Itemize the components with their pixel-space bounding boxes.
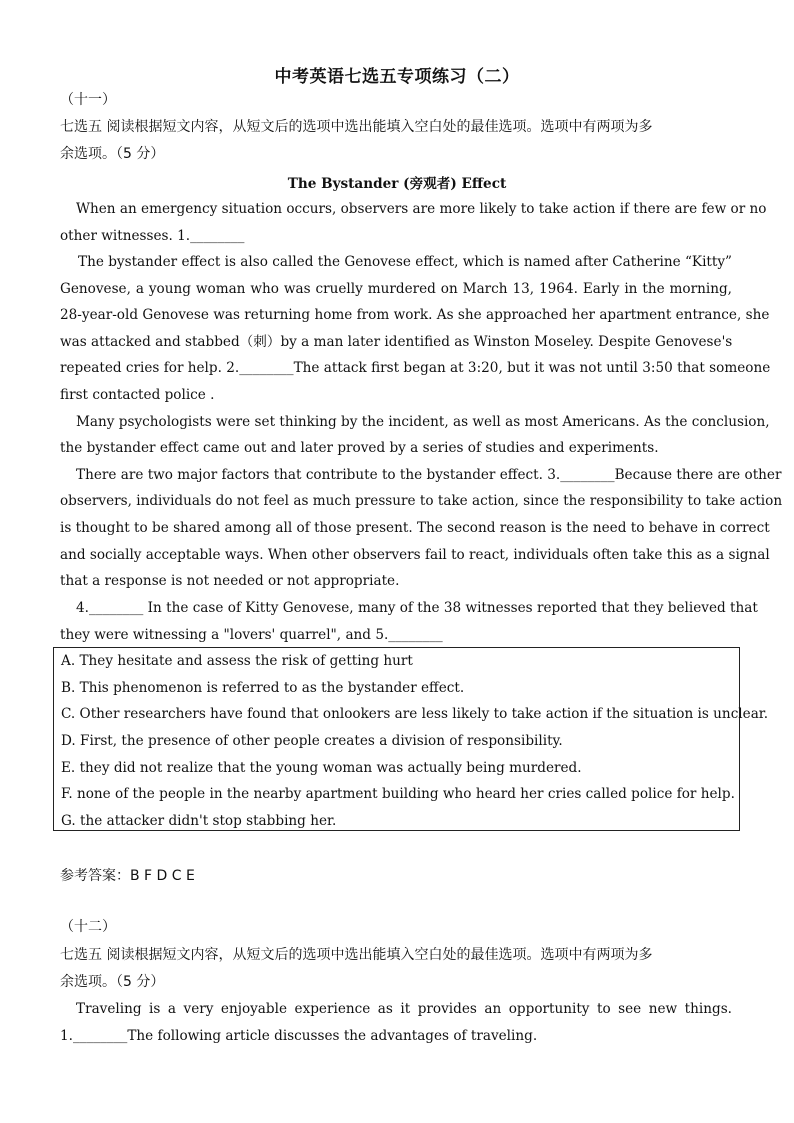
section-11-number: （十一）: [60, 92, 116, 108]
answer-key: 参考答案：B F D C E: [60, 868, 195, 884]
option-d: D. First, the presence of other people creates a division of responsibility.: [61, 733, 563, 749]
options-box: [53, 647, 769, 831]
option-c: C. Other researchers have found that onlookers are less likely to take action if the situation is unclear.: [61, 706, 769, 722]
option-b: B. This phenomenon is referred to as the bystander effect.: [61, 680, 465, 696]
passage-line: There are two major factors that contribute to the bystander effect. 3.________Because there are other: [76, 467, 782, 483]
passage-line: Traveling is a very enjoyable experience as it provides an opportunity to see new things.: [76, 1001, 732, 1017]
option-g: G. the attacker didn't stop stabbing her.: [61, 813, 337, 829]
passage-line: When an emergency situation occurs, observers are more likely to take action if there are few or no: [76, 201, 767, 217]
section-11-instructions-line-2: 余选项。（5 分）: [60, 146, 165, 162]
section-12-instructions-line-2: 余选项。（5 分）: [60, 974, 165, 990]
section-11-instructions-line-1: 七选五 阅读根据短文内容，从短文后的选项中选出能填入空白处的最佳选项。选项中有两项为多: [60, 119, 653, 135]
option-e: E. they did not realize that the young woman was actually being murdered.: [61, 760, 582, 776]
passage-line: observers, individuals do not feel as much pressure to take action, since the responsibility to take action: [60, 493, 783, 509]
passage-line: and socially acceptable ways. When other observers fail to react, individuals often take this as a signal: [60, 547, 770, 563]
option-a: A. They hesitate and assess the risk of getting hurt: [61, 653, 413, 669]
option-f: F. none of the people in the nearby apartment building who heard her cries called police for help.: [61, 786, 735, 802]
passage-line: Genovese, a young woman who was cruelly murdered on March 13, 1964. Early in the morning,: [60, 281, 732, 297]
passage-line: that a response is not needed or not appropriate.: [60, 573, 400, 589]
passage-line: Many psychologists were set thinking by the incident, as well as most Americans. As the conclusion,: [76, 414, 770, 430]
passage-line: the bystander effect came out and later proved by a series of studies and experiments.: [60, 440, 659, 456]
passage-line: they were witnessing a "lovers' quarrel", and 5.________: [60, 627, 443, 643]
article-title: The Bystander (旁观者) Effect: [287, 176, 507, 192]
page-title: 中考英语七选五专项练习（二）: [274, 67, 520, 87]
passage-line: 4.________ In the case of Kitty Genovese, many of the 38 witnesses reported that they believed that: [76, 600, 758, 616]
section-12-instructions-line-1: 七选五 阅读根据短文内容，从短文后的选项中选出能填入空白处的最佳选项。选项中有两项为多: [60, 947, 653, 963]
passage-line: 28-year-old Genovese was returning home from work. As she approached her apartment entrance, she: [60, 307, 770, 323]
passage-line: is thought to be shared among all of those present. The second reason is the need to behave in correct: [60, 520, 770, 536]
passage-line: 1.________The following article discusses the advantages of traveling.: [60, 1028, 538, 1044]
section-12-number: （十二）: [60, 919, 116, 935]
passage-line: The bystander effect is also called the Genovese effect, which is named after Catherine “Kitty”: [78, 254, 732, 270]
passage-line: repeated cries for help. 2.________The attack first began at 3:20, but it was not until 3:50 that someone: [60, 360, 771, 376]
passage-line: first contacted police .: [60, 387, 215, 403]
passage-line: other witnesses. 1.________: [60, 228, 245, 244]
passage-line: was attacked and stabbed（刺）by a man later identified as Winston Moseley. Despite Genovese's: [60, 334, 733, 350]
